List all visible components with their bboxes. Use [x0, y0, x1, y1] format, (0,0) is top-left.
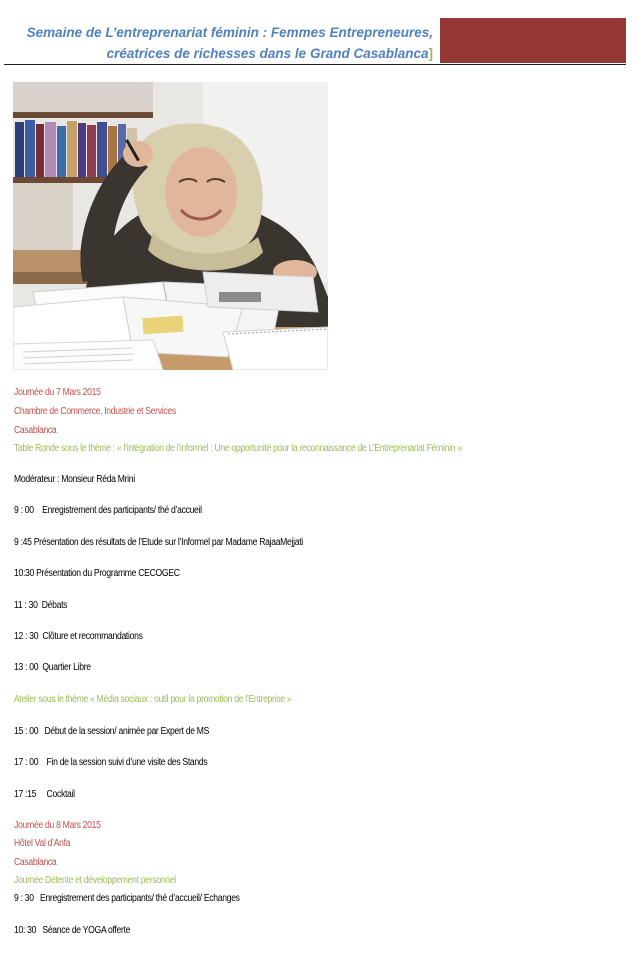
day2-venue: Hôtel Val d’Anfa: [14, 838, 71, 849]
day1-roundtable: Table Ronde sous le thème : « l’intégration de l’informel : Une opportunité pour la reconnaissance de L’Entreprenariat Féminin »: [14, 443, 462, 454]
schedule-text: Quartier Libre: [42, 662, 91, 673]
woman-reading-photo: [13, 82, 328, 370]
schedule-row: [14, 892, 240, 906]
schedule-text: Fin de la session suivi d’une visite des Stands: [46, 757, 208, 768]
schedule-row: [14, 567, 180, 581]
schedule-time: 10:30: [14, 568, 35, 579]
header-title: [27, 22, 433, 64]
header-divider: [4, 64, 626, 65]
schedule-text: Débats: [41, 600, 68, 611]
schedule-time: 9 :45: [14, 537, 32, 548]
schedule-row: [14, 661, 91, 675]
schedule-text: Séance de YOGA offerte: [42, 925, 131, 936]
schedule-row: [14, 630, 143, 644]
schedule-text: Enregistrement des participants/ thé d’accueil: [42, 505, 202, 516]
schedule-text: Présentation du Programme CECOGEC: [36, 568, 180, 579]
schedule-row: [14, 924, 130, 938]
schedule-text: Clôture et recommandations: [42, 631, 143, 642]
schedule-text: Début de la session/ animée par Expert de MS: [44, 726, 210, 737]
day1-date: Journée du 7 Mars 2015: [14, 387, 101, 398]
schedule-time: 17 :15: [14, 789, 37, 800]
schedule-time: 9 : 00: [14, 505, 34, 516]
day2-theme: Journée Détente et développement personnel: [14, 875, 176, 886]
schedule-time: 10: 30: [14, 925, 37, 936]
schedule-time: 17 : 00: [14, 757, 39, 768]
schedule-row: [14, 756, 207, 770]
header-title-line1: Semaine de L’entreprenariat féminin : Femmes Entrepreneures,: [26, 25, 433, 40]
schedule-time: 9 : 30: [14, 893, 34, 904]
schedule-time: 15 : 00: [14, 726, 39, 737]
schedule-row: [14, 599, 67, 613]
schedule-text: Cocktail: [46, 789, 75, 800]
day1-moderator: Modérateur : Monsieur Réda Mrini: [14, 474, 135, 485]
schedule-row: [14, 725, 209, 739]
page-header: [0, 0, 644, 70]
schedule-text: Présentation des résultats de l’Etude sur l’Informel par Madame RajaaMejjati: [33, 537, 303, 548]
schedule-time: 12 : 30: [14, 631, 39, 642]
day1-city: Casablanca: [14, 425, 57, 436]
schedule-text: Enregistrement des participants/ thé d’accueil/ Echanges: [39, 893, 240, 904]
schedule-time: 11 : 30: [14, 600, 38, 611]
schedule-row: [14, 788, 75, 802]
header-title-line2: [27, 43, 433, 64]
schedule-row: [14, 536, 303, 550]
day1-venue: Chambre de Commerce, Industrie et Services: [14, 406, 176, 417]
schedule-time: 13 : 00: [14, 662, 39, 673]
header-bracket: ]: [428, 46, 433, 61]
day1-workshop: Atelier sous le thème « Média sociaux : outil pour la promotion de l’Entreprise »: [14, 694, 292, 705]
header-title-line2-text: créatrices de richesses dans le Grand Casablanca: [106, 46, 429, 61]
day2-city: Casablanca: [14, 857, 57, 868]
header-color-band: [440, 18, 626, 63]
schedule-row: [14, 504, 202, 518]
day2-date: Journée du 8 Mars 2015: [14, 820, 101, 831]
